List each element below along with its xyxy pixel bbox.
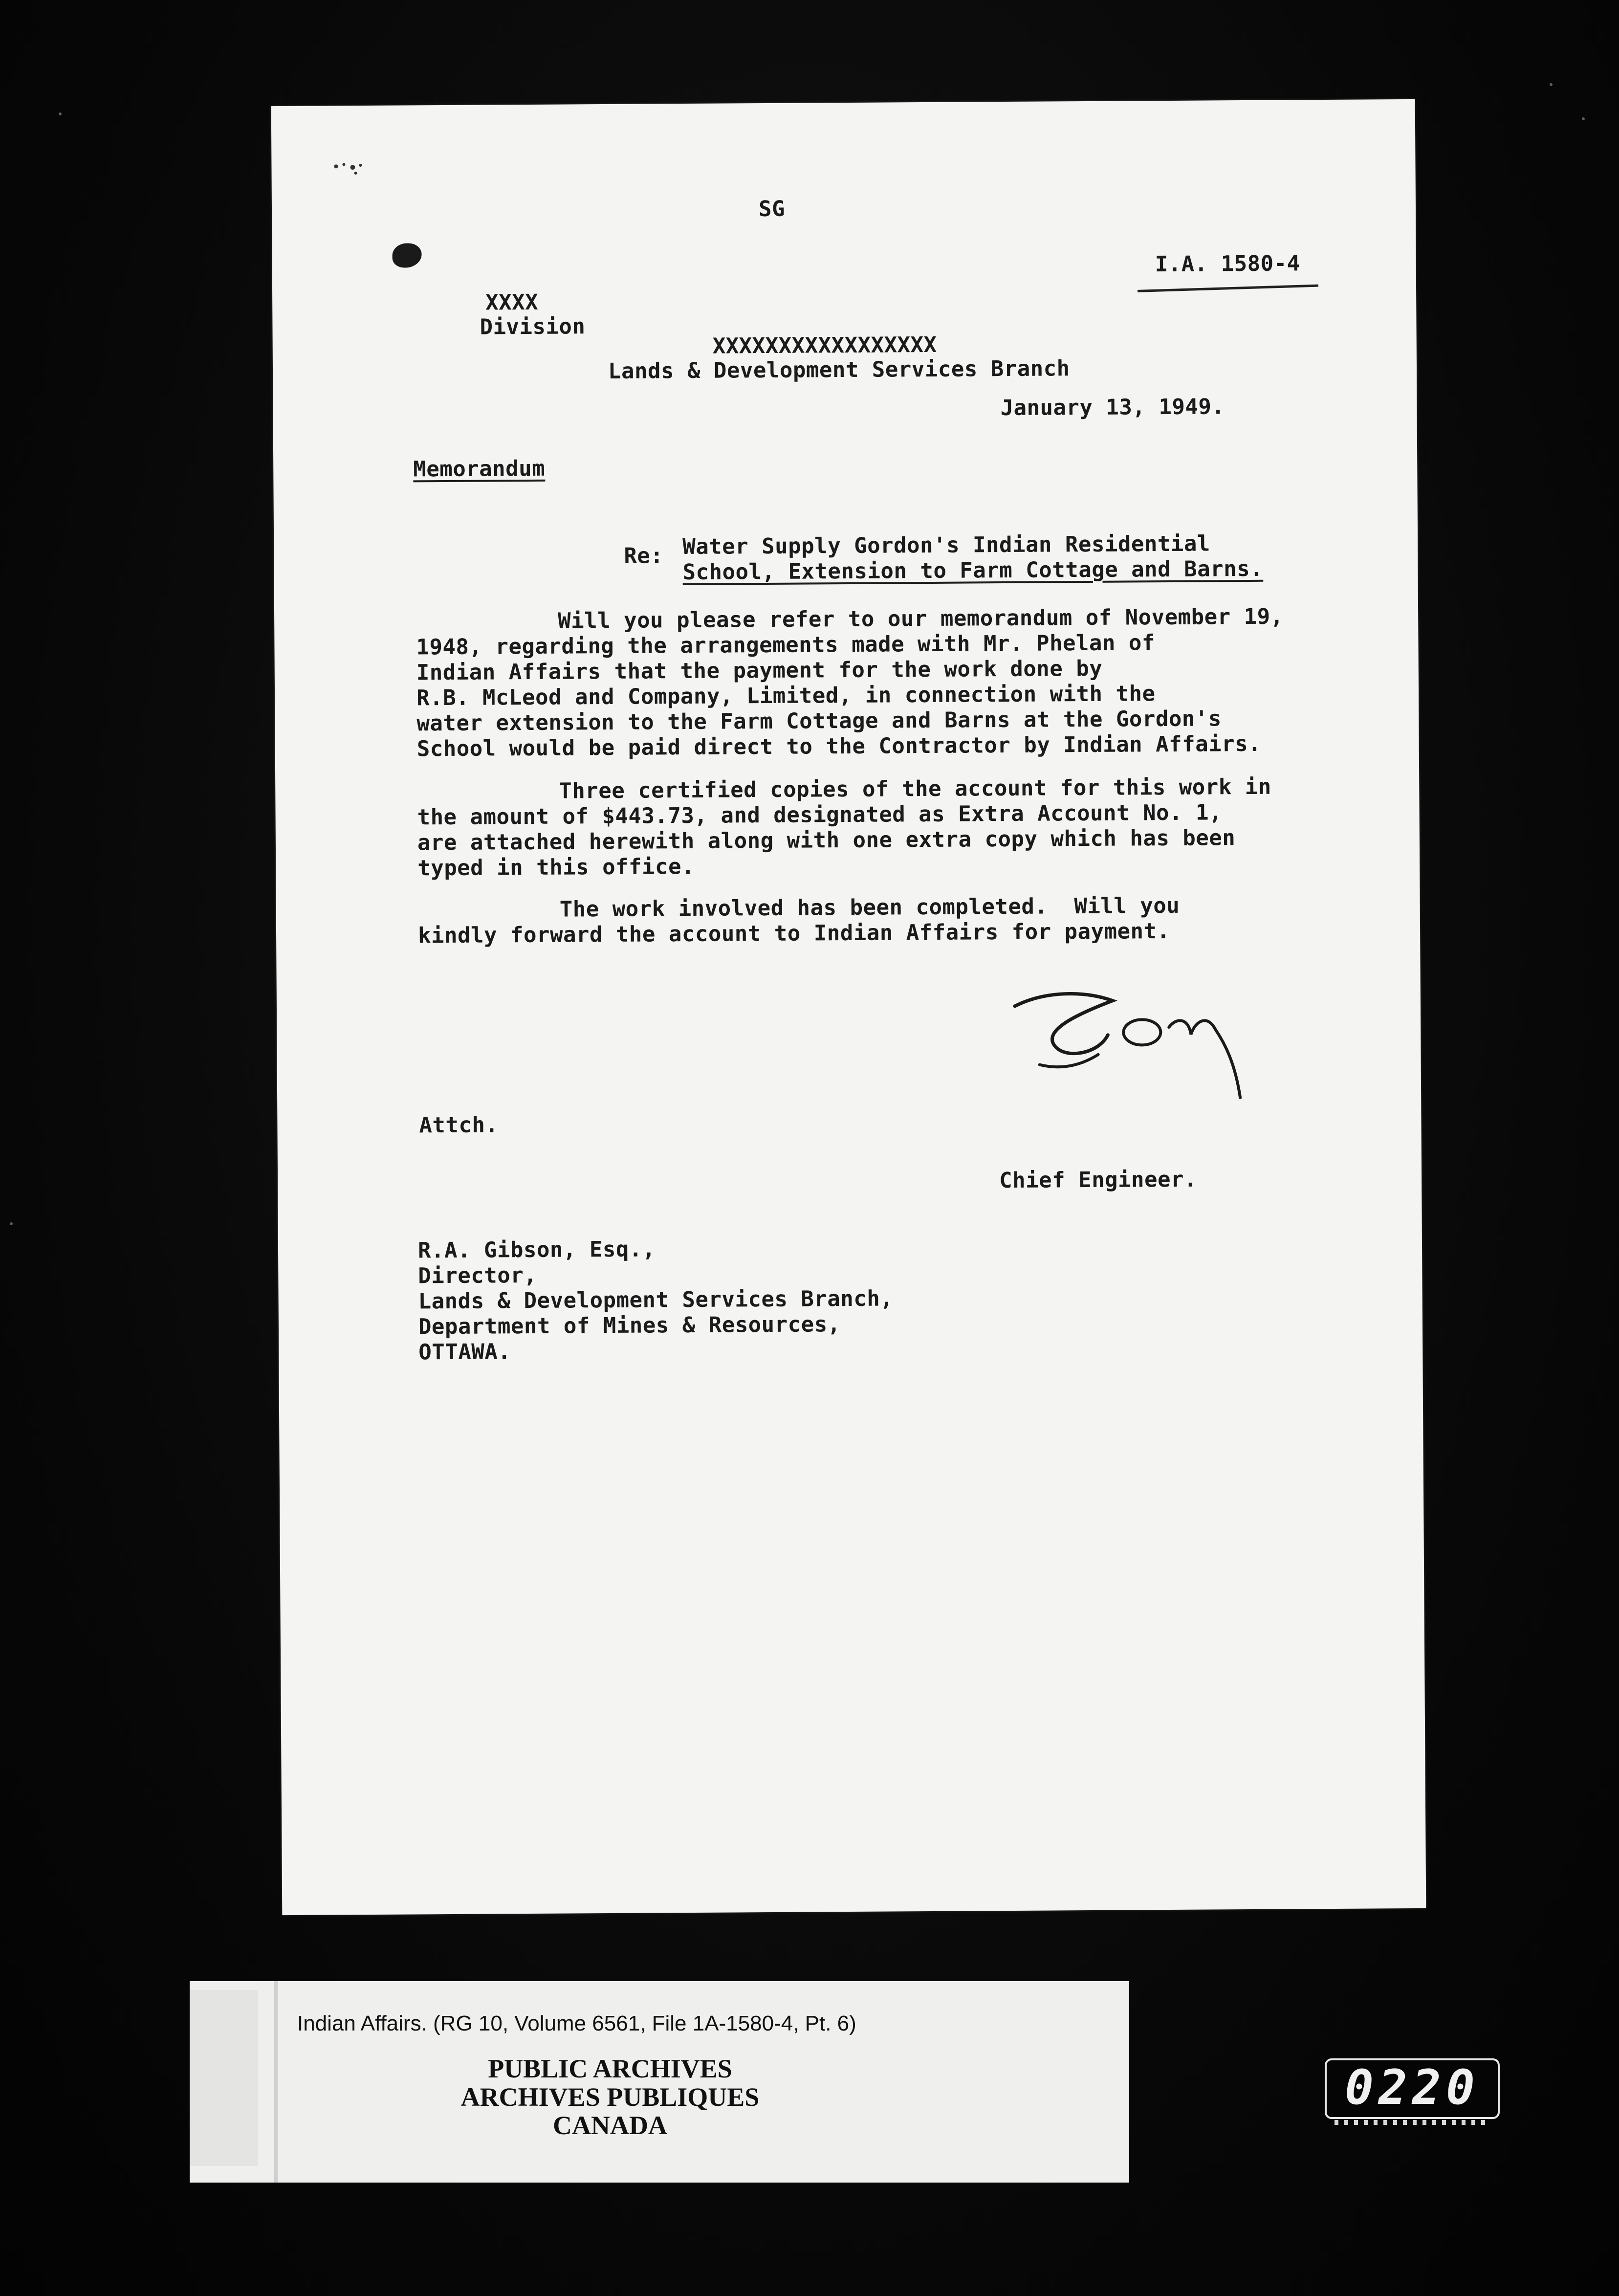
archive-reference: Indian Affairs. (RG 10, Volume 6561, File 1A-1580-4, Pt. 6): [297, 2011, 856, 2035]
memo-date: January 13, 1949.: [1000, 394, 1225, 421]
handwritten-signature: [1000, 980, 1275, 1128]
ink-speckle-mark: [331, 156, 375, 177]
archive-name: [366, 2054, 854, 2140]
label-divider: [274, 1981, 278, 2183]
address-line: Director,: [418, 1262, 537, 1289]
paragraph-1-line: R.B. McLeod and Company, Limited, in connection with the: [416, 681, 1156, 711]
archive-name-line: CANADA: [553, 2111, 667, 2140]
film-speck: [10, 1222, 13, 1225]
archive-label: [190, 1981, 1129, 2183]
ink-blot-mark: [392, 243, 421, 267]
division-label: Division: [480, 314, 586, 340]
file-reference-underline: [1138, 285, 1318, 292]
paragraph-2-line: the amount of $443.73, and designated as Extra Account No. 1,: [417, 800, 1223, 830]
memo-page: [271, 99, 1426, 1915]
paragraph-1-line: School would be paid direct to the Contractor by Indian Affairs.: [416, 731, 1262, 762]
paragraph-1-line: water extension to the Farm Cottage and Barns at the Gordon's: [416, 706, 1222, 736]
branch-name: Lands & Development Services Branch: [608, 356, 1070, 384]
attachment-note: Attch.: [419, 1112, 499, 1138]
address-line: Lands & Development Services Branch,: [418, 1286, 894, 1314]
re-subject-line-2: School, Extension to Farm Cottage and Barns.: [682, 556, 1264, 585]
film-speck: [1582, 117, 1585, 120]
paragraph-2-line: are attached herewith along with one extra copy which has been: [417, 825, 1236, 856]
frame-number: 0220: [1344, 2060, 1480, 2116]
archive-name-line: PUBLIC ARCHIVES: [488, 2054, 732, 2083]
memo-heading: Memorandum: [413, 456, 546, 482]
signer-title: Chief Engineer.: [999, 1167, 1198, 1193]
address-line: OTTAWA.: [418, 1339, 511, 1365]
film-speck: [59, 112, 62, 115]
label-tab: [190, 1990, 258, 2166]
frame-counter-ticks: [1335, 2120, 1491, 2125]
file-reference: I.A. 1580-4: [1155, 251, 1300, 277]
address-line: R.A. Gibson, Esq.,: [417, 1236, 656, 1263]
paragraph-1-line: 1948, regarding the arrangements made with Mr. Phelan of: [416, 630, 1156, 660]
paragraph-2-line: typed in this office.: [417, 854, 695, 881]
paragraph-1-line: Indian Affairs that the payment for the work done by: [416, 656, 1103, 685]
paragraph-3-line: kindly forward the account to Indian Affairs for payment.: [417, 918, 1170, 949]
re-subject-line-1: Water Supply Gordon's Indian Residential: [682, 531, 1210, 560]
archive-name-line: ARCHIVES PUBLIQUES: [460, 2082, 760, 2112]
struck-division-code: XXXX: [485, 289, 539, 315]
paragraph-3-line: The work involved has been completed. Will you: [559, 893, 1180, 922]
paragraph-2-line: Three certified copies of the account for this work in: [559, 774, 1271, 804]
paragraph-1-line: Will you please refer to our memorandum of November 19,: [558, 604, 1284, 634]
film-speck: [1550, 83, 1553, 86]
frame-number-counter: [1325, 2058, 1500, 2119]
top-code: SG: [758, 196, 786, 222]
struck-branch-line: XXXXXXXXXXXXXXXXX: [712, 332, 937, 359]
re-label: Re:: [624, 543, 664, 569]
address-line: Department of Mines & Resources,: [418, 1312, 841, 1340]
